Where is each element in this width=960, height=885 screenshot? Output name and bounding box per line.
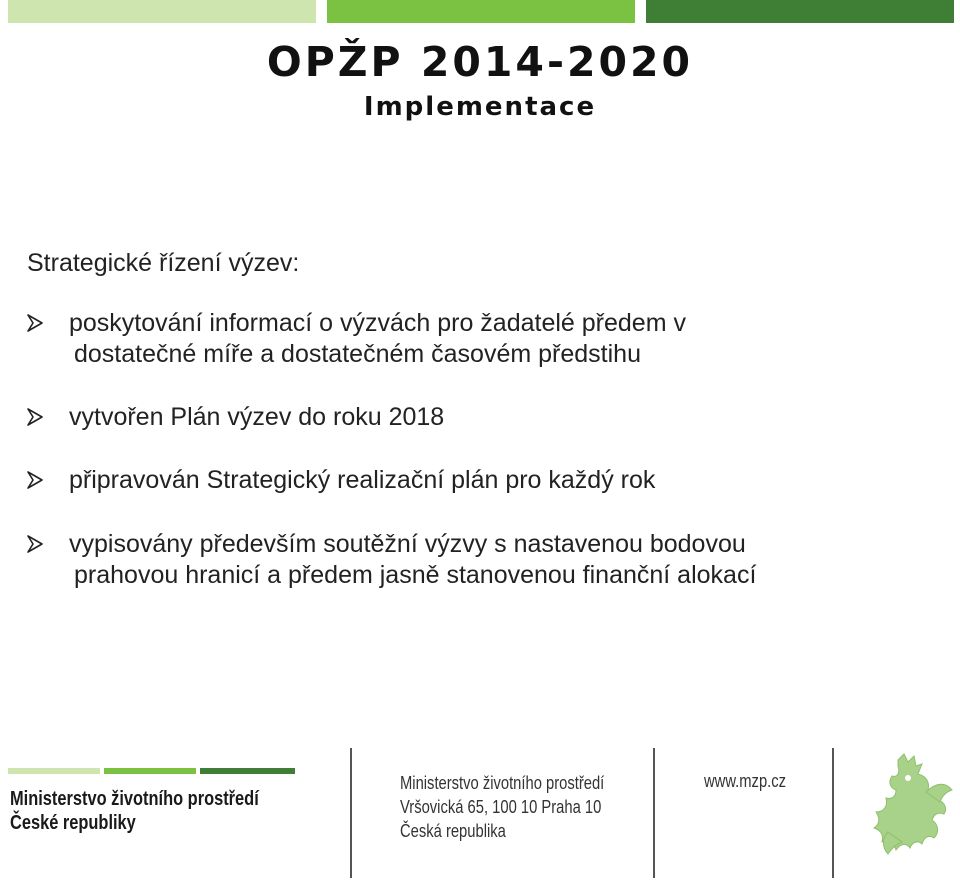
bullet-text (69, 308, 686, 370)
footer-divider (653, 748, 655, 878)
slide-title: OPŽP 2014-2020 (266, 38, 694, 86)
footer-address (400, 771, 604, 843)
address-line: Vršovická 65, 100 10 Praha 10 (400, 797, 602, 817)
intro-heading: Strategické řízení výzev: (27, 249, 300, 277)
arrow-bullet-icon (27, 471, 43, 489)
ministry-line: Ministerstvo životního prostředí (10, 788, 259, 810)
footer-bar-dark (200, 768, 295, 774)
footer-divider (350, 748, 352, 878)
bullet-line: vytvořen Plán výzev do roku 2018 (69, 403, 445, 431)
footer-bar-light (8, 768, 100, 774)
ministry-logo-text (10, 787, 259, 835)
header-bar-mid (327, 0, 635, 23)
address-line: Česká republika (400, 821, 506, 841)
bullet-text (69, 402, 444, 433)
bullet-line: poskytování informací o výzvách pro žadatelé předem v (69, 309, 686, 337)
bullet-line: vypisovány především soutěžní výzvy s nastavenou bodovou (69, 530, 746, 558)
address-line: Ministerstvo životního prostředí (400, 773, 605, 793)
arrow-bullet-icon (27, 314, 43, 332)
ministry-line: České republiky (10, 812, 136, 834)
bullet-text (69, 465, 655, 496)
arrow-bullet-icon (27, 408, 43, 426)
arrow-bullet-icon (27, 535, 43, 553)
header-bar-dark (646, 0, 954, 23)
bullet-text (69, 529, 756, 591)
czech-lion-emblem-icon (868, 752, 956, 858)
bullet-line: dostatečné míře a dostatečném časovém předstihu (74, 340, 641, 368)
bullet-line: připravován Strategický realizační plán pro každý rok (69, 466, 656, 494)
footer-bar-mid (104, 768, 196, 774)
footer-divider (832, 748, 834, 878)
bullet-line: prahovou hranicí a předem jasně stanovenou finanční alokací (74, 561, 757, 589)
slide-subtitle: Implementace (363, 92, 597, 122)
website-link[interactable]: www.mzp.cz (704, 771, 787, 791)
header-bar-light (8, 0, 316, 23)
